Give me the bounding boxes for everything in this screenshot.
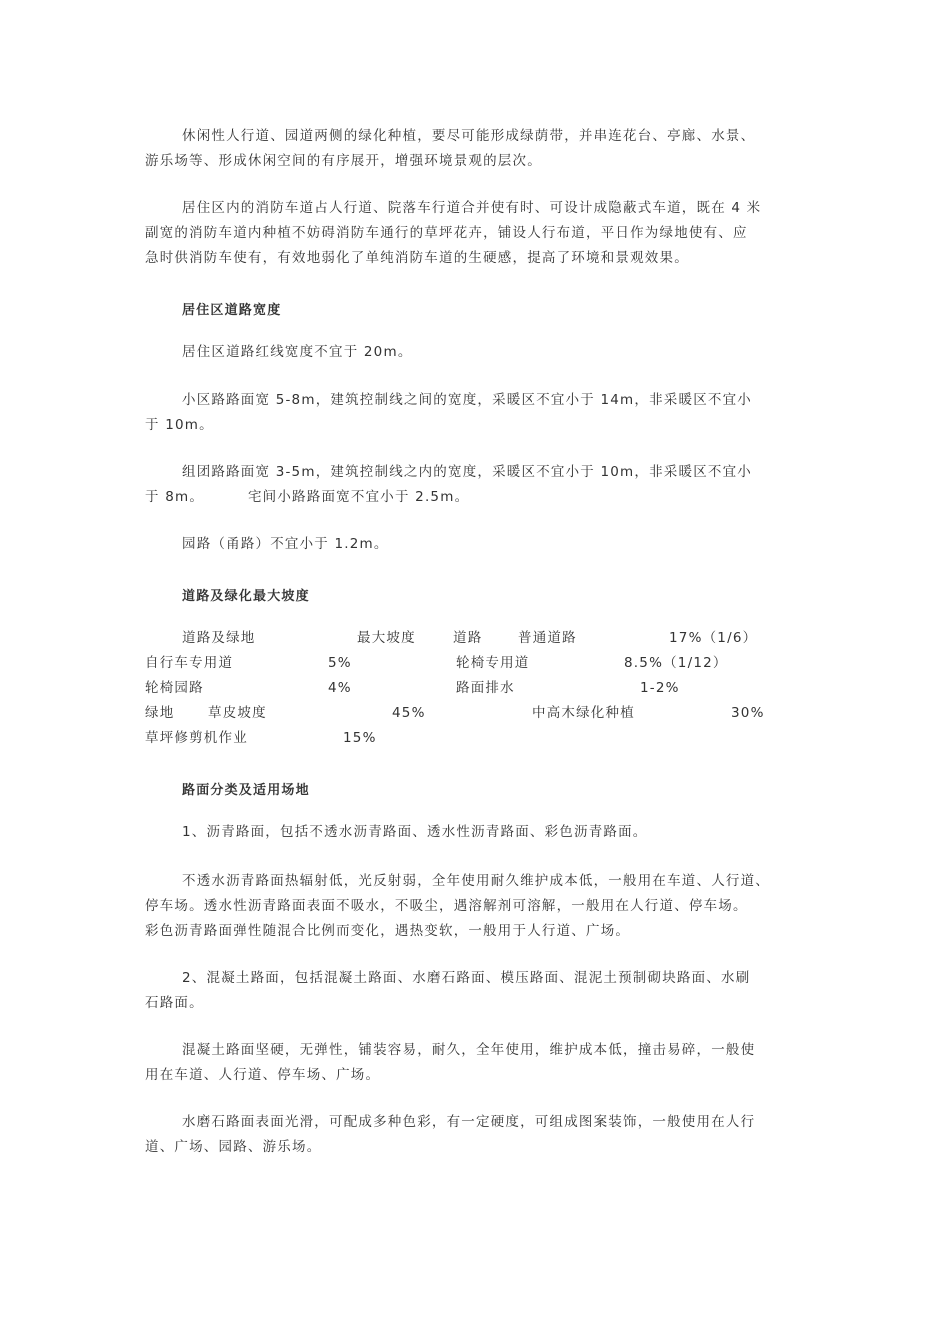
heading-pavement-types: 路面分类及适用场地 (182, 783, 310, 798)
text-line: 彩色沥青路面弹性随混合比例而变化，遇热变软，一般用于人行道、广场。 (145, 923, 631, 939)
paragraph-asphalt-details (145, 869, 815, 944)
text-line: 不透水沥青路面热辐射低，光反射弱，全年使用耐久维护成本低，一般用在车道、人行道、 (182, 873, 770, 889)
slope-cell: 道路及绿地 (182, 630, 256, 646)
paragraph-garden-path (145, 532, 815, 557)
text-line: 居住区道路红线宽度不宜于 20m。 (182, 344, 413, 360)
text-line: 用在车道、人行道、停车场、广场。 (145, 1067, 381, 1083)
text-line: 2、混凝土路面，包括混凝土路面、水磨石路面、模压路面、混泥土预制砌块路面、水刷 (182, 970, 751, 986)
slope-cell: 4% (328, 680, 352, 696)
slope-cell: 草坪修剪机作业 (145, 730, 248, 746)
slope-cell: 5% (328, 655, 352, 671)
slope-cell: 草皮坡度 (208, 705, 267, 721)
paragraph-concrete (145, 966, 815, 1016)
text-line: 休闲性人行道、园道两侧的绿化种植，要尽可能形成绿荫带，并串连花台、亭廊、水景、 (182, 128, 756, 144)
text-line: 水磨石路面表面光滑，可配成多种色彩，有一定硬度，可组成图案装饰，一般使用在人行 (182, 1114, 756, 1130)
paragraph-district-road (145, 388, 815, 438)
paragraph-terrazzo (145, 1110, 815, 1160)
paragraph-fire-lane (145, 196, 815, 271)
paragraph-asphalt (145, 820, 815, 845)
slope-cell: 普通道路 (518, 630, 577, 646)
slope-cell: 道路 (453, 630, 483, 646)
text-line: 小区路路面宽 5-8m，建筑控制线之间的宽度，采暖区不宜小于 14m，非采暖区不宜小 (182, 392, 753, 408)
text-line: 急时供消防车使有，有效地弱化了单纯消防车道的生硬感，提高了环境和景观效果。 (145, 250, 689, 266)
text-line: 于 8m。 宅间小路路面宽不宜小于 2.5m。 (145, 489, 470, 505)
text-line: 道、广场、园路、游乐场。 (145, 1139, 322, 1155)
text-line: 于 10m。 (145, 417, 214, 433)
paragraph-red-line-width (145, 340, 815, 365)
slope-cell: 15% (343, 730, 377, 746)
heading-road-width: 居住区道路宽度 (182, 303, 282, 318)
slope-cell: 中高木绿化种植 (532, 705, 635, 721)
text-line: 组团路路面宽 3-5m，建筑控制线之内的宽度，采暖区不宜小于 10m，非采暖区不宜小 (182, 464, 753, 480)
text-line: 游乐场等、形成休闲空间的有序展开，增强环境景观的层次。 (145, 153, 542, 169)
text-line: 居住区内的消防车道占人行道、院落车行道合并使有时、可设计成隐蔽式车道，既在 4 米 (182, 200, 762, 216)
slope-cell: 最大坡度 (357, 630, 416, 646)
paragraph-group-road (145, 460, 815, 510)
slope-cell: 45% (392, 705, 426, 721)
slope-cell: 1-2% (640, 680, 680, 696)
text-line: 停车场。透水性沥青路面表面不吸水，不吸尘，遇溶解剂可溶解，一般用在人行道、停车场。 (145, 898, 748, 914)
slope-cell: 路面排水 (456, 680, 515, 696)
paragraph-concrete-details (145, 1038, 815, 1088)
slope-cell: 自行车专用道 (145, 655, 234, 671)
paragraph-pedestrian-greening (145, 124, 815, 174)
heading-max-slope: 道路及绿化最大坡度 (182, 589, 310, 604)
text-line: 混凝土路面坚硬，无弹性，铺装容易，耐久，全年使用，维护成本低，撞击易碎，一般使 (182, 1042, 756, 1058)
slope-cell: 轮椅园路 (145, 680, 204, 696)
text-line: 石路面。 (145, 995, 204, 1011)
text-line: 副宽的消防车道内种植不妨碍消防车通行的草坪花卉，铺设人行布道，平日作为绿地使有、应 (145, 225, 748, 241)
slope-cell: 绿地 (145, 705, 175, 721)
text-line: 1、沥青路面，包括不透水沥青路面、透水性沥青路面、彩色沥青路面。 (182, 824, 648, 840)
slope-cell: 30% (731, 705, 765, 721)
slope-cell: 8.5%（1/12） (624, 655, 728, 671)
slope-cell: 轮椅专用道 (456, 655, 530, 671)
slope-cell: 17%（1/6） (669, 630, 758, 646)
text-line: 园路（甬路）不宜小于 1.2m。 (182, 536, 389, 552)
